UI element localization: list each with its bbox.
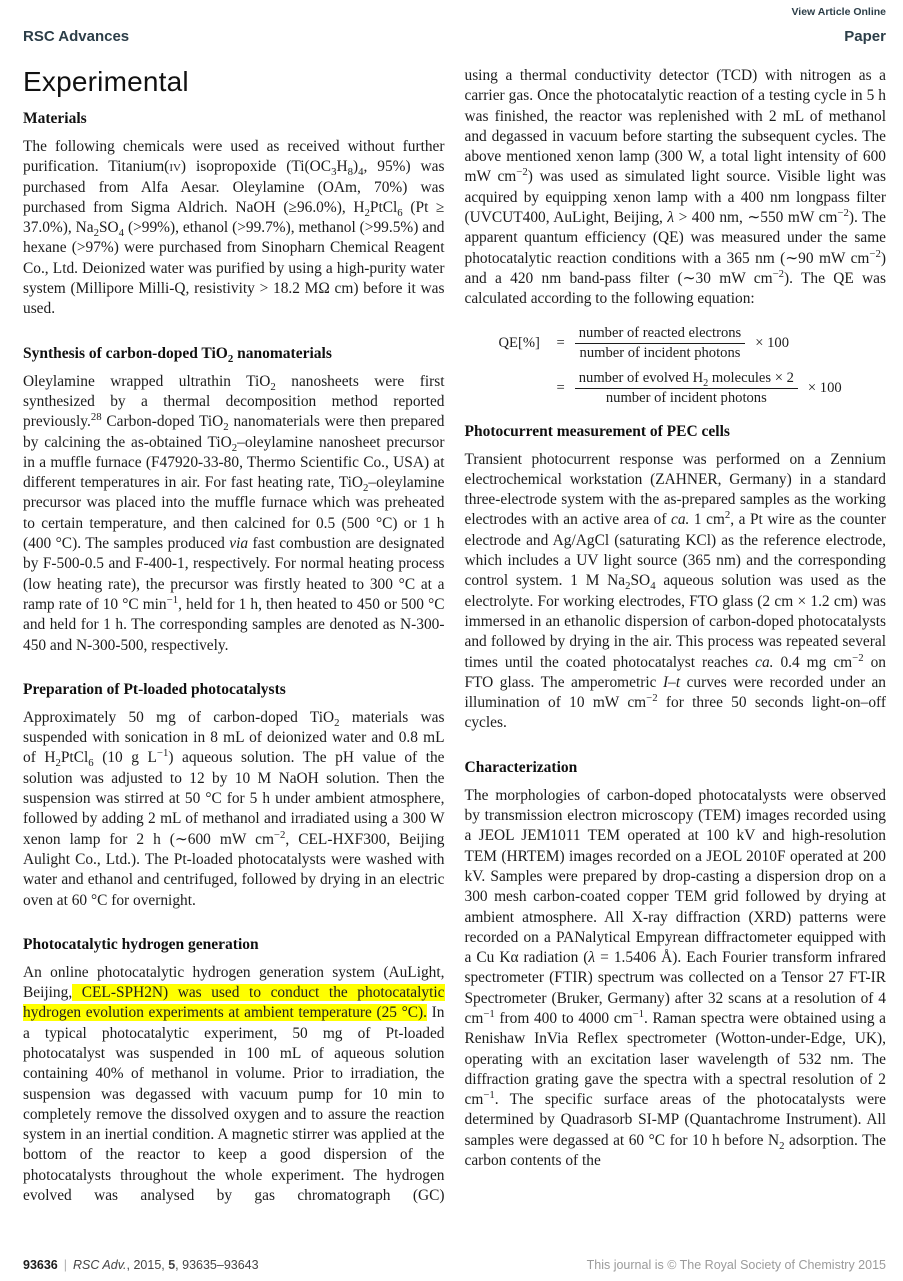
journal-citation: RSC Adv., 2015, 5, 93635–93643 [73, 1258, 259, 1272]
section-title: Experimental [23, 66, 189, 97]
photocurrent-paragraph: Transient photocurrent response was performed on a Zennium electrochemical workstation (ZAHNER, Germany) in a standard three-electrode system with the as-prepared samples as the working electrodes with an active area of ca. 1 $cm^2$, a Pt wire as the counter electrode and Ag/AgCl (saturating KCl) as the reference electrode, which includes a UV light source (365 nm) and the corresponding control system. 1 M $Na_2SO_4$ aqueous solution was used as the electrolyte. For working electrodes, FTO glass (2 cm × 1.2 cm) was immersed in an ethanolic dispersion of carbon-doped photocatalysts and followed by drying in the air. This process was repeated several times until the coated photocatalyst reaches ca. 0.4 mg $cm^{-2}$ on FTO glass. The amperometric I–t curves were recorded under an illumination of 10 mW $cm^{-2}$ for three 50 seconds light-on–off cycles. [464, 450, 886, 732]
journal-name: RSC Advances [23, 28, 130, 45]
view-article-online-row [23, 6, 886, 19]
section-characterization [465, 759, 887, 1172]
section-photocurrent [465, 423, 887, 734]
copyright-notice: This journal is © The Royal Society of Chemistry 2015 [586, 1258, 886, 1272]
footer-citation-block [23, 1258, 259, 1272]
masthead [23, 28, 886, 45]
qe-equation [499, 325, 887, 407]
two-column-body [23, 66, 886, 1206]
page-footer [23, 1258, 886, 1272]
article-type-label: Paper [844, 28, 886, 45]
right-column [465, 66, 887, 1206]
hydrogen-generation-heading: Photocatalytic hydrogen generation [23, 935, 259, 953]
section-hydrogen-generation [23, 936, 445, 1207]
page-number: 93636 [23, 1258, 58, 1272]
characterization-heading: Characterization [464, 758, 578, 776]
equals-sign: = [556, 334, 565, 351]
view-article-online-link[interactable]: View Article Online [791, 6, 886, 18]
fraction-1 [575, 325, 745, 362]
section-synthesis [23, 345, 445, 656]
synthesis-paragraph: Oleylamine wrapped ultrathin TiO$_2$ nanosheets were first synthesized by a thermal decomposition method reported previously.$^{28}$ Carbon-doped TiO$_2$ nanomaterials were then prepared by calcining the as-obtained TiO$_2$–oleylamine nanosheet precursor in a muffle furnace (F47920-33-80, Thermo Scientific Co., USA) at different temperatures in air. For fast heating rate, TiO$_2$–oleylamine precursor was placed into the muffle furnace which was preheated to certain temperature, and then calcined for 0.5 (500 °C) or 1 h (400 °C). The samples produced via fast combustion are designated by F-500-0.5 and F-400-1, respectively. For normal heating process (low heating rate), the precursor was firstly heated to 300 °C at a ramp rate of 10 °C $\min^{-1}$, held for 1 h, then heated to 450 or 500 °C and held for 1 h. The corresponding samples are denoted as N-300-450 and N-300-500, respectively. [23, 372, 445, 654]
section-pt-loaded [23, 681, 445, 911]
fraction-1-denominator: number of incident photons [579, 344, 741, 361]
multiplier-2: × 100 [807, 379, 842, 396]
characterization-paragraph: The morphologies of carbon-doped photocatalysts were observed by transmission electron microscopy (TEM) images recorded using a JEOL JEM1011 TEM operated at 100 kV and high-resolution TEM (HRTEM) images recorded on a JEOL 2010F operated at 200 kV. Samples were prepared by drop-casting a dispersion drop on a 300 mesh carbon-coated copper TEM grid followed by drying at ambient atmosphere. All X-ray diffraction (XRD) patterns were recorded on a PANalytical Empyrean diffractometer equipped with a Cu Kα radiation (λ = 1.5406 Å). Each Fourier transform infrared spectrometer (FTIR) spectrum was collected on a Tensor 27 FT-IR Spectrometer (Bruker, Germany) after 32 scans at a resolution of 4 $cm^{-1}$ from 400 to 4000 $cm^{-1}$. Raman spectra were obtained using a Renishaw InVia Reflex spectrometer (Wotton-under-Edge, UK), operating with an excitation laser wavelength of 532 nm. The diffraction grating gave the spectra with a spectral resolution of 2 $cm^{-1}$. The specific surface areas of the photocatalysts were determined by Quadrasorb SI-MP (Quantachrome Instrument). All samples were degassed at 60 °C for 10 h before $N_2$ adsorption. The carbon contents of the [464, 786, 886, 1170]
synthesis-heading: Synthesis of carbon-doped TiO$_2$ nanomaterials [23, 344, 332, 365]
qe-equation-line-2 [499, 370, 887, 407]
pt-loaded-heading: Preparation of Pt-loaded photocatalysts [23, 680, 286, 698]
equation-lhs: QE[%] [498, 334, 540, 351]
pt-loaded-paragraph: Approximately 50 mg of carbon-doped TiO$_2$ materials was suspended with sonication in 8 mL of deionized water and 0.8 mL of $H_2PtCl_6$ (10 g $L^{-1}$) aqueous solution. The pH value of the solution was adjusted to 12 by 10 M NaOH solution. Then the suspension was stirred at 50 °C for 5 h under ambient atmosphere, followed by adding 2 mL of methanol and irradiated using a 300 W xenon lamp for 2 h (∼600 mW $cm^{-2}$, CEL-HXF300, Beijing Aulight Co., Ltd.). The Pt-loaded photocatalysts were washed with water and ethanol and centrifuged, followed by drying in an electric oven at 60 °C for overnight. [23, 708, 445, 909]
fraction-2-denominator: number of incident photons [605, 389, 767, 406]
continuation-paragraph: using a thermal conductivity detector (TCD) with nitrogen as a carrier gas. Once the photocatalytic reaction of a testing cycle in 5 h was finished, the reactor was replenished with 2 mL of methanol and degassed in vacuum before starting the subsequent cycles. The above mentioned xenon lamp (300 W, a total light intensity of 600 mW $cm^{-2}$) was used as simulated light source. Visible light was acquired by equipping xenon lamp with a 400 nm longpass filter (UVCUT400, AuLight, Beijing, λ > 400 nm, ∼550 mW $cm^{-2}$). The apparent quantum efficiency (QE) was measured under the same photocatalytic reaction conditions with a 365 nm (∼90 mW $cm^{-2}$) and a 420 nm band-pass filter (∼30 mW $cm^{-2}$). The QE was calculated according to the following equation: [464, 67, 886, 308]
left-column [23, 66, 445, 1206]
materials-paragraph: The following chemicals were used as received without further purification. Titanium(iv) isopropoxide ($Ti(OC_3H_8)_4$, 95%) was purchased from Alfa Aesar. Oleylamine (OAm, 70%) was purchased from Sigma Aldrich. NaOH (≥96.0%), $H_2PtCl_6$ (Pt ≥ 37.0%), $Na_2SO_4$ (>99%), ethanol (>99.7%), methanol (>99.5%) and hexane (>97%) were purchased from Sinopharn Chemical Reagent Co., Ltd. Deionized water was purified by using a high-purity water system (Millipore Milli-Q, resistivity > 18.2 MΩ cm) before it was used. [23, 138, 445, 318]
fraction-2-numerator: number of evolved $H_2$ molecules × 2 [575, 370, 798, 389]
qe-equation-line-1 [499, 325, 887, 362]
equals-sign-2: = [556, 379, 565, 396]
multiplier-1: × 100 [755, 334, 789, 351]
fraction-1-numerator: number of reacted electrons [575, 325, 745, 344]
materials-heading: Materials [23, 110, 87, 127]
photocurrent-heading: Photocurrent measurement of PEC cells [464, 422, 730, 440]
section-materials [23, 110, 445, 320]
fraction-2 [575, 370, 798, 407]
hydrogen-generation-paragraph: An online photocatalytic hydrogen generation system (AuLight, Beijing, CEL-SPH2N) was used to conduct the photocatalytic hydrogen evolution experiments at ambient temperature (25 °C). In a typical photocatalytic experiment, 50 mg of Pt-loaded photocatalyst was suspended in 100 mL of aqueous solution containing 40% of methanol in volume. Prior to irradiation, the suspension was degassed with vacuum pump for 10 min to completely remove the dissolved oxygen and to assure the reaction system in an inertial condition. A magnetic stirrer was applied at the bottom of the reactor to keep a good dispersion of the photocatalysts throughout the whole experiment. The hydrogen evolved was analysed by gas chromatograph (GC) [23, 963, 445, 1205]
footer-separator: | [63, 1258, 68, 1272]
